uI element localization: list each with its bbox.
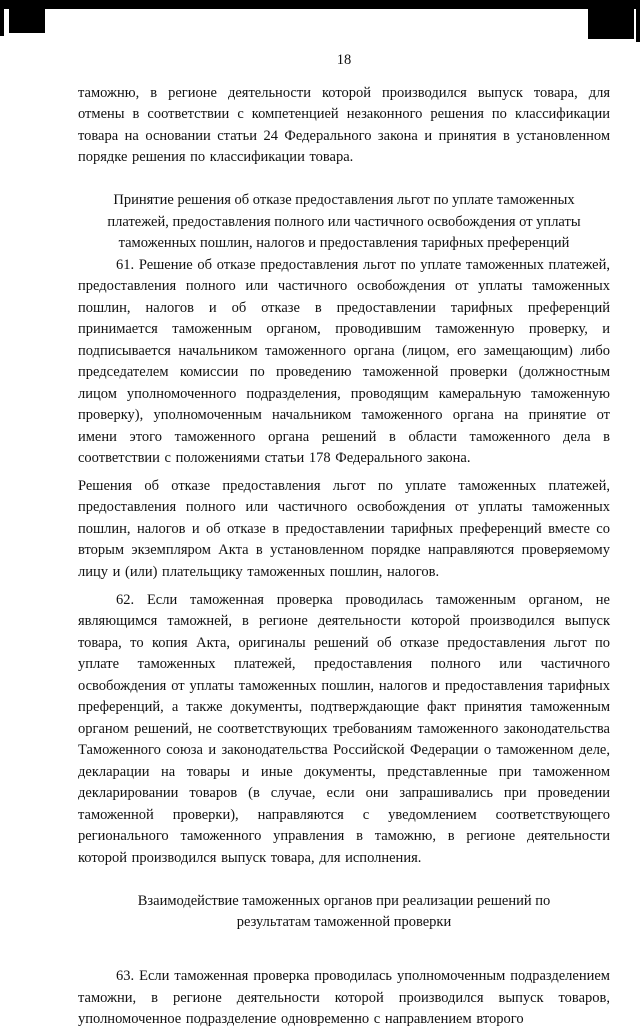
scan-artifact-edge-right <box>636 0 640 42</box>
section-heading: Принятие решения об отказе предоставления льгот по уплате таможенных платежей, предоставления полного или частичного освобождения от уплаты таможенных пошлин, налогов и предоставления тарифных преференций <box>107 192 581 251</box>
scan-artifact-corner-left <box>9 8 45 33</box>
paragraph: 62. Если таможенная проверка проводилась таможенным органом, не являющимся таможней, в регионе деятельности которой производился выпуск товара, то копия Акта, оригиналы решений об отказе предоставления льгот по уплате таможенных платежей, предоставления полного или частичного освобождения от уплаты таможенных пошлин, налогов и предоставления тарифных преференций, а также документы, подтверждающие факт принятия таможенным органом решений, не соответствующих требованиям таможенного законодательства Таможенного союза и законодательства Российской Федерации о таможенном деле, декларации на товары и иные документы, представленные при таможенном декларировании товаров (в случае, если они запрашивались при проведении таможенной проверки), направляются с уведомлением соответствующего регионального таможенного управления в таможню, в регионе деятельности которой производился выпуск товара, для исполнения. <box>78 591 610 866</box>
scan-artifact-edge-left <box>0 0 4 36</box>
document-body <box>78 83 610 1031</box>
page-content <box>78 50 610 1031</box>
paragraph: Решения об отказе предоставления льгот по уплате таможенных платежей, предоставления полного или частичного освобождения от уплаты таможенных пошлин, налогов и об отказе в предоставлении тарифных преференций вместе со вторым экземпляром Акта в установленном порядке направляются проверяемому лицу и (или) плательщику таможенных пошлин, налогов. <box>78 477 610 580</box>
page-number: 18 <box>336 52 352 68</box>
paragraph: 63. Если таможенная проверка проводилась уполномоченным подразделением таможни, в регионе деятельности которой производился выпуск товаров, уполномоченное подразделение одновременно с направлением второго <box>78 968 610 1028</box>
paragraph: 61. Решение об отказе предоставления льгот по уплате таможенных платежей, предоставления полного или частичного освобождения от уплаты таможенных пошлин, налогов и об отказе в предоставлении тарифных преференций принимается таможенным органом, проводившим таможенную проверку, и подписывается начальником таможенного органа (лицом, его замещающим) либо председателем комиссии по проведению таможенной проверки (должностным лицом уполномоченного подразделения, проводящим камеральную таможенную проверку), уполномоченным начальником таможенного органа на принятие от имени этого таможенного органа решений в области таможенного дела в соответствии с положениями статьи 178 Федерального закона. <box>78 256 610 466</box>
section-heading: Взаимодействие таможенных органов при реализации решений по результатам таможенной проверки <box>137 892 551 931</box>
scan-artifact-corner-right <box>588 8 634 39</box>
paragraph: таможню, в регионе деятельности которой производился выпуск товара, для отмены в соответствии с компетенцией незаконного решения по классификации товара на основании статьи 24 Федерального закона и принятия в установленном порядке решения по классификации товара. <box>78 84 610 165</box>
scan-artifact-top-bar <box>0 0 640 9</box>
